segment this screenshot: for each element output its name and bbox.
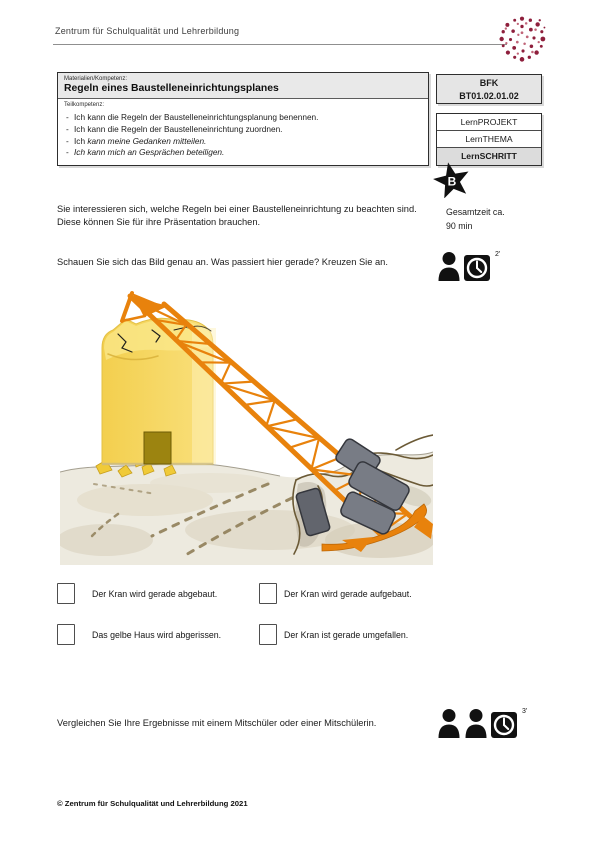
learn-level-box [436, 113, 542, 166]
header-brand: Zentrum für Schulqualität und Lehrerbildung [55, 26, 240, 36]
fallen-crane-illustration [60, 288, 433, 565]
badge-letter: B [447, 174, 457, 189]
list-item: - Ich kann die Regeln der Baustelleneinrichtung zuordnen. [66, 123, 283, 134]
option-label-2: Der Kran wird gerade aufgebaut. [284, 588, 412, 599]
level-row-lernschritt: LernSCHRITT [437, 148, 541, 165]
person-icon [437, 708, 461, 738]
task2-time-label: 3' [522, 708, 528, 715]
page-title: Regeln eines Baustelleneinrichtungsplanes [64, 83, 279, 94]
dots-logo-icon [498, 15, 546, 63]
bfk-code-box [436, 74, 542, 104]
task2-instruction: Vergleichen Sie Ihre Ergebnisse mit einem Mitschüler oder einer Mitschülerin. [57, 718, 377, 728]
competence-box [57, 72, 429, 166]
competence-box-body [58, 99, 428, 165]
timer-icon [464, 255, 490, 281]
option-label-3: Das gelbe Haus wird abgerissen. [92, 629, 222, 640]
list-item: - Ich kann die Regeln der Baustelleneinrichtungsplanung benennen. [66, 112, 319, 122]
bfk-code: BT01.02.01.02 [459, 91, 519, 101]
list-item: - Ich kann mich an Gesprächen beteiligen. [66, 147, 225, 158]
sub-competence-label: Teilkompetenz: [64, 102, 105, 108]
competence-box-header [58, 73, 428, 99]
person-icon [464, 708, 488, 738]
star-badge-icon [432, 160, 472, 198]
option-label-4: Der Kran ist gerade umgefallen. [284, 629, 409, 640]
competence-bullet-list [64, 112, 422, 159]
task1-icons [437, 251, 500, 281]
option-row [57, 624, 221, 645]
option-row [57, 583, 217, 604]
option-label-1: Der Kran wird gerade abgebaut. [92, 588, 218, 599]
option-checkbox-1[interactable] [57, 583, 75, 604]
task1-instruction: Schauen Sie sich das Bild genau an. Was passiert hier gerade? Kreuzen Sie an. [57, 257, 388, 267]
option-checkbox-3[interactable] [57, 624, 75, 645]
task2-icons [437, 708, 527, 738]
person-icon [437, 251, 461, 281]
list-item: - Ich kann meine Gedanken mitteilen. [66, 135, 207, 146]
materials-competence-label: Materialien/Kompetenz: [64, 76, 128, 82]
intro-paragraph: Sie interessieren sich, welche Regeln bei einer Baustelleneinrichtung zu beachten sind. Diese können Sie für ihre Präsentation brauchen. [57, 204, 417, 227]
bfk-label: BFK [479, 78, 499, 88]
total-time: Gesamtzeit ca. 90 min [446, 207, 505, 231]
option-row [259, 624, 408, 645]
option-checkbox-4[interactable] [259, 624, 277, 645]
header-divider [53, 44, 507, 45]
level-row-lernprojekt: LernPROJEKT [437, 114, 541, 131]
option-checkbox-2[interactable] [259, 583, 277, 604]
footer-copyright: © Zentrum für Schulqualität und Lehrerbildung 2021 [57, 799, 248, 808]
task1-time-label: 2' [495, 251, 501, 258]
option-row [259, 583, 412, 604]
timer-icon [491, 712, 517, 738]
level-row-lernthema: LernTHEMA [437, 131, 541, 148]
